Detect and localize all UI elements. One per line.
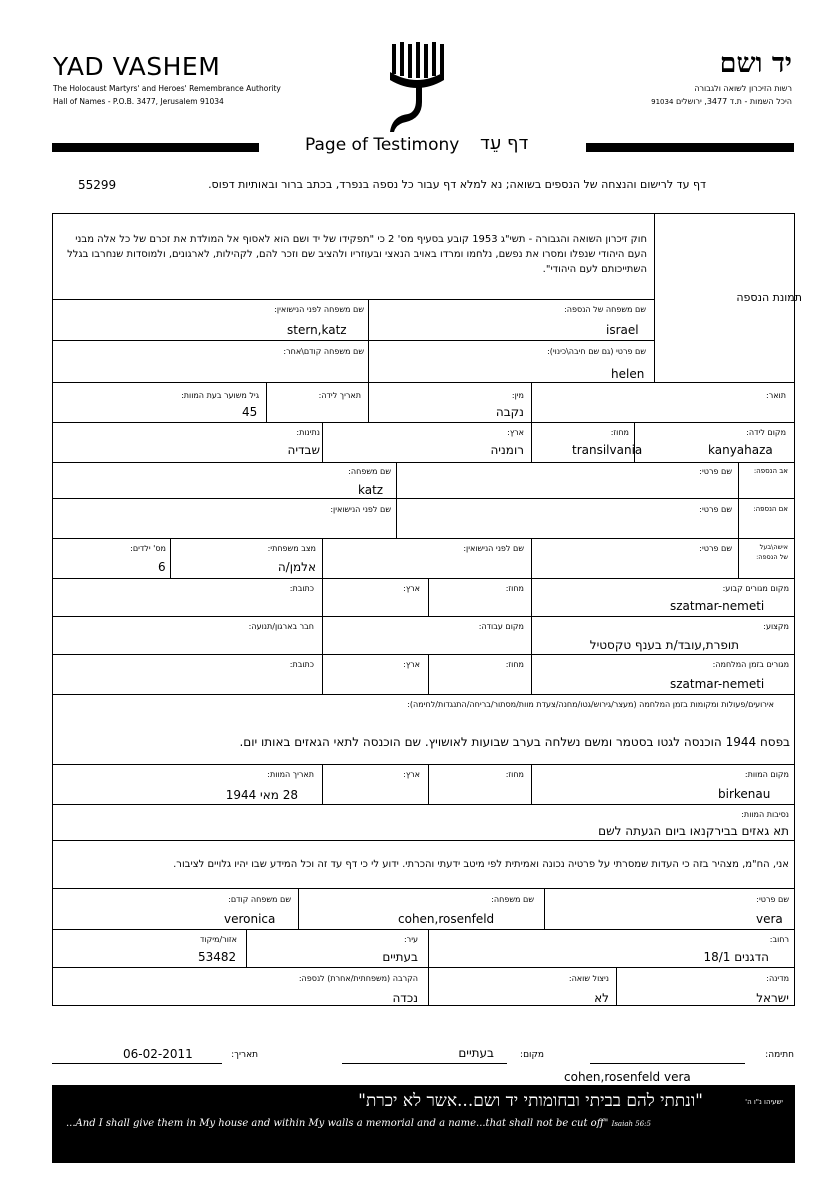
submitter-first-label: שם פרטי: <box>756 895 789 904</box>
spouse-maiden-label: שם לפני הנישואין: <box>463 544 524 553</box>
occupation-value: תופרת,עובד/ת בענף טקסטיל <box>589 638 739 652</box>
footer-quote-en: ...And I shall give them in My house and within My walls a memorial and a name...that shall not be cut off" Isaiah 56:5 <box>66 1118 651 1129</box>
law-text: חוק זיכרון השואה והגבורה - תשי"ג 1953 קובע בסעיף מס' 2 כי "תפקידו של יד ושם הוא לאסוף אל המולדת את זכרם של כל אלה מבני העם היהודי שנפלו ומסרו את נפשם, נלחמו ומרדו באויב הנאצי ובעוזריו ולהציב שם וזכר להם, לקהילות, לארגונים, ולמוסדות שנחרבו בגלל השתייכותם לעם היהודי". <box>67 234 647 275</box>
submitter-country-value: ישראל <box>756 991 789 1005</box>
instructions: דף עד לרישום והנצחה של הנספים בשואה; נא למלא דף עבור כל נספה בנפרד, בכתב ברור ובאותיות דפוס. <box>208 178 706 191</box>
age-label: גיל משוער בעת המוות: <box>181 391 259 400</box>
relation-value: נכדה <box>392 991 418 1005</box>
org-subtitle-en: The Holocaust Martyrs' and Heroes' Remembrance Authority <box>53 84 281 93</box>
survivor-label: ניצול שואה: <box>568 974 609 983</box>
mother-first-label: שם פרטי: <box>699 505 732 514</box>
wartime-label: מגורים בזמן המלחמה: <box>712 660 789 669</box>
birthplace-value: kanyahaza <box>708 443 773 457</box>
death-district-label: מחוז: <box>505 770 524 779</box>
wartime-country-label: ארץ: <box>403 660 420 669</box>
org-address-en: Hall of Names - P.O.B. 3477, Jerusalem 91034 <box>53 97 224 106</box>
father-family-label: שם משפחה: <box>348 467 391 476</box>
org-name-he: יד ושם <box>719 48 792 79</box>
death-circ-label: נסיבות המוות: <box>741 810 789 819</box>
birth-country-label: ארץ: <box>507 428 524 437</box>
victim-prev-label: שם משפחה קודם\אחר: <box>283 347 364 356</box>
yad-vashem-logo <box>386 42 448 134</box>
submitter-country-label: מדינה: <box>766 974 789 983</box>
zip-label: אזור/מיקוד <box>200 935 237 944</box>
zip-value: 53482 <box>198 950 237 964</box>
org-address-he: היכל השמות - ת.ד 3477, ירושלים 91034 <box>651 97 792 106</box>
residence-label: מקום מגורים קבוע: <box>722 584 789 593</box>
title-label: תואר: <box>766 391 786 400</box>
death-date-value: 28 מאי 1944 <box>225 788 298 802</box>
death-circ-value: תא גאזים בבירקנאו ביום הגעתה לשם <box>598 824 789 838</box>
street-label: רחוב: <box>769 935 789 944</box>
signature-label: חתימה: <box>765 1050 794 1060</box>
nationality-value: שבדיה <box>287 443 320 457</box>
form-title-en: Page of Testimony <box>305 135 460 155</box>
father-family-value: katz <box>358 483 384 497</box>
footer-quote-he: "ונתתי להם בביתי ובחומותי יד ושם...אשר לא יכרת" <box>358 1091 703 1111</box>
org-name-en: YAD VASHEM <box>53 52 221 81</box>
form-number: 55299 <box>78 178 117 192</box>
victim-maiden-name: stern,katz <box>287 323 347 337</box>
city-label: עיר: <box>403 935 418 944</box>
sign-place-label: מקום: <box>520 1050 544 1060</box>
submitter-first-value: vera <box>756 912 783 926</box>
death-date-label: תאריך המוות: <box>267 770 314 779</box>
sign-place-line <box>342 1063 507 1064</box>
city-value: בעתיים <box>382 950 418 964</box>
occupation-label: מקצוע: <box>763 622 789 631</box>
mother-maiden-label: שם לפני הנישואין: <box>330 505 391 514</box>
submitter-family-value: cohen,rosenfeld <box>398 912 495 926</box>
dob-label: תאריך לידה: <box>318 391 361 400</box>
events-label: אירועים/פעולות ומקומות בזמן המלחמה (מעצר/גירוש/גטו/מחנה/צעדת מוות/מסתור/בריחה/התנגדות/לחימה): <box>407 700 774 709</box>
wartime-district-label: מחוז: <box>505 660 524 669</box>
header-bar-right <box>586 143 794 152</box>
age-value: 45 <box>242 405 258 419</box>
residence-value: szatmar-nemeti <box>670 599 765 613</box>
street-value: הדגנים 18/1 <box>703 950 769 964</box>
gender-label: מין: <box>511 391 524 400</box>
children-label: מס' ילדים: <box>130 544 166 553</box>
submitter-prev-label: שם משפחה קודם: <box>228 895 291 904</box>
father-row-label: אב הנספה: <box>753 467 788 475</box>
victim-first-name: helen <box>611 367 645 381</box>
death-country-label: ארץ: <box>403 770 420 779</box>
mother-row-label: אם הנספה: <box>753 505 788 513</box>
victim-family-name: israel <box>606 323 639 337</box>
victim-family-label: שם משפחה של הנספה: <box>564 305 646 314</box>
residence-district-label: מחוז: <box>505 584 524 593</box>
footer-ref-he: ישעיהו נ"ו ה' <box>745 1098 783 1106</box>
workplace-label: מקום עבודה: <box>478 622 524 631</box>
victim-maiden-label: שם משפחה לפני הנישואין: <box>274 305 364 314</box>
residence-country-label: ארץ: <box>403 584 420 593</box>
declaration-text: אני, הח"מ, מצהיר בזה כי העדות שמסרתי על פרטיה נכונה ואמיתית לפי מיטב ידעתי והכרתי. ידוע לי כי דף עד זה וכל המידע שבו יהיו גלויים לציבור. <box>173 859 789 870</box>
org-member-label: חבר בארגון/תנועה: <box>248 622 314 631</box>
victim-first-label: שם פרטי (גם שם חיבה\כינוי): <box>547 347 646 356</box>
photo-label: תמונת הנספה <box>736 291 802 304</box>
birth-district-value: transilvania <box>572 443 643 457</box>
signature-line <box>590 1063 745 1064</box>
form-title-he: דף עֵד <box>480 133 529 154</box>
org-subtitle-he: רשות הזיכרון לשואה ולגבורה <box>694 84 792 93</box>
submitter-prev-value: veronica <box>224 912 276 926</box>
spouse-first-label: שם פרטי: <box>699 544 732 553</box>
events-text: בפסח 1944 הוכנסה לגטו בסטמר ומשם נשלחה בערב שבועות לאושויץ. שם הוכנסה לתאי הגאזים באותו יום. <box>239 735 790 749</box>
marital-status-value: אלמן/ה <box>277 560 316 574</box>
sign-date-line <box>52 1063 222 1064</box>
marital-status-label: מצב משפחתי: <box>267 544 316 553</box>
wartime-address-label: כתובת: <box>289 660 314 669</box>
birth-district-label: מחוז: <box>610 428 629 437</box>
death-place-label: מקום המוות: <box>744 770 789 779</box>
children-value: 6 <box>158 560 166 574</box>
spouse-row-label: אישה\בעל של הנספה: <box>756 543 788 561</box>
sign-date-label: תאריך: <box>231 1050 258 1060</box>
death-place-value: birkenau <box>718 787 771 801</box>
sign-place-value: בעתיים <box>458 1046 494 1060</box>
nationality-label: נתינות: <box>296 428 320 437</box>
birth-country-value: רומניה <box>490 443 524 457</box>
residence-address-label: כתובת: <box>289 584 314 593</box>
gender-value: נקבה <box>495 405 524 419</box>
birthplace-label: מקום לידה: <box>746 428 786 437</box>
father-first-label: שם פרטי: <box>699 467 732 476</box>
wartime-value: szatmar-nemeti <box>670 677 765 691</box>
header-bar-left <box>52 143 259 152</box>
sign-date-value: 06-02-2011 <box>123 1047 193 1061</box>
survivor-value: לא <box>594 991 609 1005</box>
footer-banner <box>52 1085 795 1163</box>
relation-label: הקרבה (משפחתית/אחרת) לנספה: <box>298 974 418 983</box>
signature-name: cohen,rosenfeld vera <box>564 1070 691 1084</box>
submitter-family-label: שם משפחה: <box>491 895 534 904</box>
